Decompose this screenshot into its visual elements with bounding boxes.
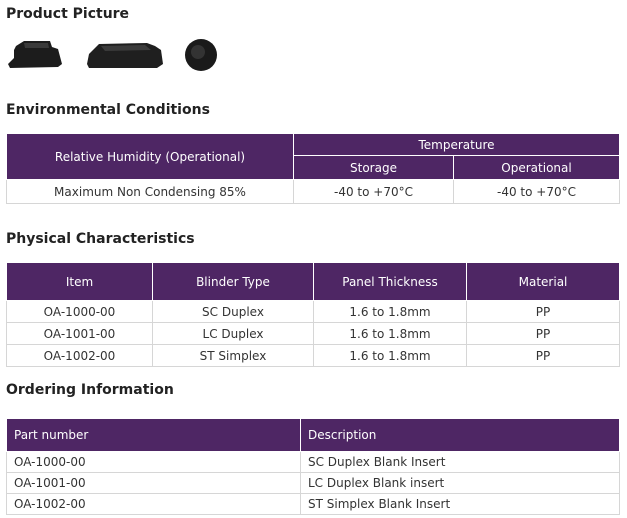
humidity-value: Maximum Non Condensing 85% [7,180,294,204]
item-cell: OA-1001-00 [7,323,153,345]
header-part-number: Part number [7,419,301,452]
humidity-header: Relative Humidity (Operational) [7,134,294,180]
physical-title: Physical Characteristics [6,231,195,247]
table-row [7,452,620,473]
description-cell: LC Duplex Blank insert [301,473,620,494]
header-material: Material [467,263,620,301]
ordering-title: Ordering Information [6,382,174,398]
sc-duplex-insert-image [6,38,66,72]
part-number-cell: OA-1002-00 [7,494,301,515]
blinder-type-cell: ST Simplex [153,345,314,367]
header-blinder-type: Blinder Type [153,263,314,301]
material-cell: PP [467,301,620,323]
blinder-type-cell: LC Duplex [153,323,314,345]
header-item: Item [7,263,153,301]
environmental-title: Environmental Conditions [6,102,210,118]
environmental-table [6,133,620,204]
product-picture-title: Product Picture [6,6,130,22]
operational-header: Operational [454,156,620,180]
table-row [7,301,620,323]
lc-duplex-insert-image [85,38,169,72]
item-cell: OA-1002-00 [7,345,153,367]
header-description: Description [301,419,620,452]
physical-table [6,262,620,367]
storage-value: -40 to +70°C [294,180,454,204]
panel-thickness-cell: 1.6 to 1.8mm [314,301,467,323]
blinder-type-cell: SC Duplex [153,301,314,323]
panel-thickness-cell: 1.6 to 1.8mm [314,345,467,367]
table-row [7,345,620,367]
table-row [7,473,620,494]
description-cell: ST Simplex Blank Insert [301,494,620,515]
table-row [7,494,620,515]
part-number-cell: OA-1001-00 [7,473,301,494]
temperature-header: Temperature [294,134,620,156]
material-cell: PP [467,345,620,367]
table-row [7,323,620,345]
st-simplex-insert-image [183,37,219,73]
storage-header: Storage [294,156,454,180]
material-cell: PP [467,323,620,345]
part-number-cell: OA-1000-00 [7,452,301,473]
item-cell: OA-1000-00 [7,301,153,323]
panel-thickness-cell: 1.6 to 1.8mm [314,323,467,345]
operational-value: -40 to +70°C [454,180,620,204]
ordering-table [6,418,620,515]
header-panel-thickness: Panel Thickness [314,263,467,301]
description-cell: SC Duplex Blank Insert [301,452,620,473]
